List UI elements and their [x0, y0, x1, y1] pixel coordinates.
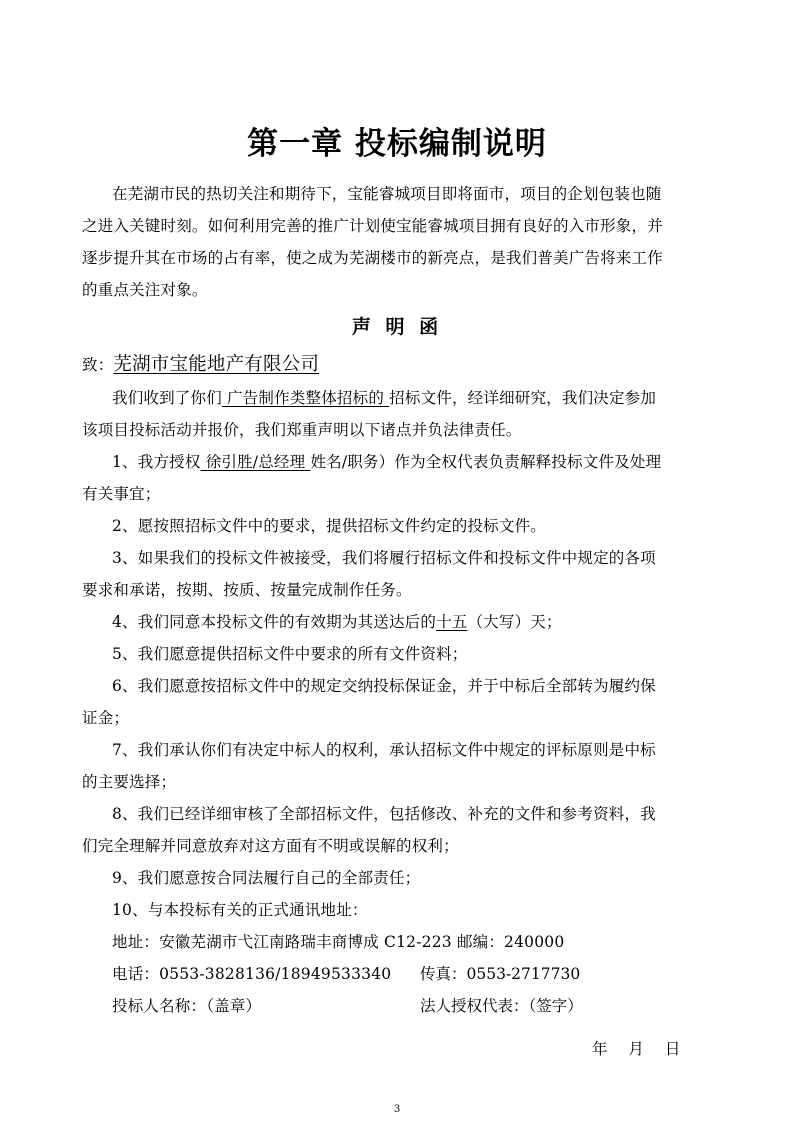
item1-fill: 徐引胜/总经理	[200, 453, 311, 471]
intro-line-1: 在芜湖市民的热切关注和期待下，宝能睿城项目即将面市，项目的企划包装也随	[112, 185, 662, 203]
item5: 5、我们愿意提供招标文件中要求的所有文件资料；	[112, 645, 468, 663]
item3-line-1: 3、如果我们的投标文件被接受，我们将履行招标文件和投标文件中规定的各项	[112, 549, 656, 567]
intro-line-3: 逐步提升其在市场的占有率，使之成为芜湖楼市的新亮点，是我们普美广告将来工作	[82, 249, 663, 267]
item2: 2、愿按照招标文件中的要求，提供招标文件约定的投标文件。	[112, 517, 546, 535]
contact-address: 地址：安徽芜湖市弋江南路瑞丰商博成 C12-223 邮编：240000	[112, 933, 565, 951]
intro-line-4: 的重点关注对象。	[82, 281, 208, 299]
contact-phone: 电话：0553-3828136/18949533340	[112, 965, 392, 983]
item7-line-2: 的主要选择；	[82, 773, 177, 791]
item4	[112, 610, 562, 632]
addressee	[82, 350, 319, 376]
item1-pre: 1、我方授权	[112, 453, 201, 471]
contact-fax: 传真：0553-2717730	[420, 965, 581, 983]
letter-title: 声 明 函	[351, 316, 443, 338]
receive-fill: 广告制作类整体招标的	[221, 389, 390, 407]
item8-line-1: 8、我们已经详细审核了全部招标文件，包括修改、补充的文件和参考资料，我	[112, 805, 656, 823]
item8-line-2: 们完全理解并同意放弃对这方面有不明或误解的权利；	[82, 837, 459, 855]
item4-post: （大写）天；	[467, 613, 562, 631]
date-line: 年 月 日	[592, 1040, 689, 1058]
item1-line-2: 有关事宜；	[82, 485, 161, 503]
bidder-name: 投标人名称：（盖章）	[112, 997, 262, 1015]
addressee-prefix: 致：	[82, 356, 114, 374]
item6-line-2: 证金；	[82, 709, 130, 727]
authorized-rep: 法人授权代表：（签字）	[420, 997, 583, 1015]
item10: 10、与本投标有关的正式通讯地址：	[112, 901, 368, 919]
item1-line-1	[112, 450, 661, 472]
receive-line-2: 该项目投标活动并报价，我们郑重声明以下诸点并负法律责任。	[82, 421, 522, 439]
item9: 9、我们愿意按合同法履行自己的全部责任；	[112, 869, 421, 887]
item6-line-1: 6、我们愿意按招标文件中的规定交纳投标保证金，并于中标后全部转为履约保	[112, 677, 656, 695]
item3-line-2: 要求和承诺，按期、按质、按量完成制作任务。	[82, 581, 412, 599]
item7-line-1: 7、我们承认你们有决定中标人的权利，承认招标文件中规定的评标原则是中标	[112, 741, 656, 759]
item4-pre: 4、我们同意本投标文件的有效期为其送达后的	[112, 613, 437, 631]
page-number: 3	[393, 1104, 401, 1115]
addressee-company: 芜湖市宝能地产有限公司	[113, 354, 320, 375]
chapter-title: 第一章 投标编制说明	[247, 126, 547, 162]
item1-post: 姓名/职务）作为全权代表负责解释投标文件及处理	[310, 453, 662, 471]
receive-line-1	[112, 386, 656, 408]
receive-pre: 我们收到了你们	[112, 389, 222, 407]
receive-post: 招标文件，经详细研究，我们决定参加	[389, 389, 657, 407]
intro-line-2: 之进入关键时刻。如何利用完善的推广计划使宝能睿城项目拥有良好的入市形象，并	[82, 217, 663, 235]
item4-fill: 十五	[436, 613, 468, 631]
